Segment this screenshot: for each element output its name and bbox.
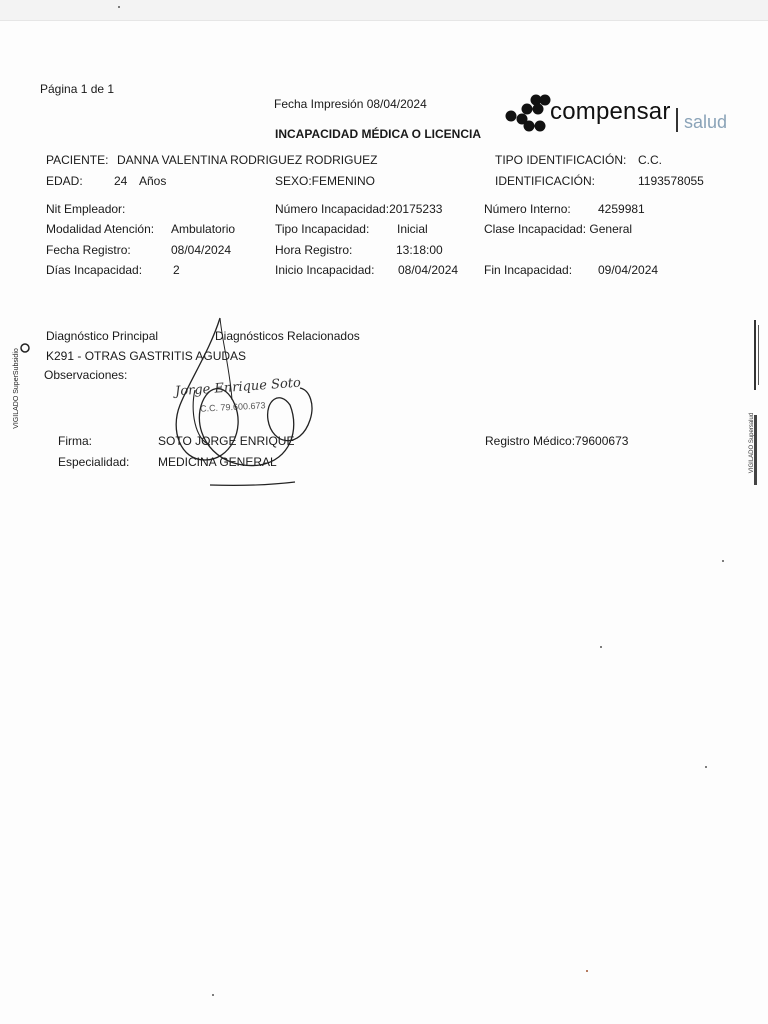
scan-speck [705,766,707,768]
age-label: EDAD: [46,174,83,188]
print-date: Fecha Impresión 08/04/2024 [274,97,427,111]
sex-value: SEXO:FEMENINO [275,174,376,188]
clase-incapacidad: Clase Incapacidad: General [484,222,633,236]
numero-interno-label: Número Interno: [484,202,571,216]
document-title: INCAPACIDAD MÉDICA O LICENCIA [275,127,481,141]
supersalud-text: VIGILADO Supersalud [749,412,756,474]
age-value: 24 [114,174,128,188]
fin-label: Fin Incapacidad: [484,263,573,277]
doctor-stamp-id: C.C. 79.600.673 [199,400,266,414]
id-label: IDENTIFICACIÓN: [495,174,596,188]
scan-speck [586,970,588,972]
id-type-label: TIPO IDENTIFICACIÓN: [495,153,627,167]
diagnostico-principal-label: Diagnóstico Principal [46,329,159,343]
scan-speck [212,994,214,996]
doctor-stamp-name: Jorge Enrique Soto [174,375,302,400]
inicio-label: Inicio Incapacidad: [275,263,375,277]
dias-label: Días Incapacidad: [46,263,143,277]
numero-interno-value: 4259981 [598,202,645,216]
nit-label: Nit Empleador: [46,202,126,216]
hora-value: 13:18:00 [396,243,443,257]
fecha-registro-label: Fecha Registro: [46,243,131,257]
observaciones-label: Observaciones: [44,368,128,382]
firma-name: SOTO JORGE ENRIQUE [158,434,295,448]
registro-medico: Registro Médico:79600673 [485,434,629,448]
diagnosticos-relacionados-label: Diagnósticos Relacionados [215,329,360,343]
age-unit: Años [139,174,167,188]
patient-name: DANNA VALENTINA RODRIGUEZ RODRIGUEZ [117,153,378,167]
logo-sub-text: salud [684,112,728,132]
logo-brand-text: compensar [550,98,671,125]
supersubsidio-mark [14,340,36,440]
patient-name-label: PACIENTE: [46,153,109,167]
page-number: Página 1 de 1 [40,82,115,96]
diagnostico-principal-value: K291 - OTRAS GASTRITIS AGUDAS [46,349,247,363]
tipo-label: Tipo Incapacidad: [275,222,370,236]
especialidad-value: MEDICINA GENERAL [158,455,277,469]
modalidad-value: Ambulatorio [171,222,236,236]
id-value: 1193578055 [638,174,704,188]
supersubsidio-icon [20,342,30,354]
logo-separator [676,108,678,132]
tipo-value: Inicial [397,222,428,236]
id-type-value: C.C. [638,153,662,167]
scan-speck [722,560,724,562]
inicio-value: 08/04/2024 [398,263,459,277]
hora-label: Hora Registro: [275,243,353,257]
fecha-registro-value: 08/04/2024 [171,243,232,257]
supersubsidio-text: VIGILADO SuperSubsidio [12,348,20,429]
modalidad-label: Modalidad Atención: [46,222,155,236]
dias-value: 2 [173,263,180,277]
scan-top-edge [0,0,768,21]
compensar-salud-logo [505,94,745,140]
especialidad-label: Especialidad: [58,455,130,469]
numero-incapacidad: Número Incapacidad:20175233 [275,202,443,216]
logo-dots-icon [505,94,551,140]
fin-value: 09/04/2024 [598,263,659,277]
supersalud-mark [746,320,766,490]
scan-speck [600,646,602,648]
firma-label: Firma: [58,434,92,448]
handwritten-signature [150,310,330,500]
scan-speck [118,6,120,8]
